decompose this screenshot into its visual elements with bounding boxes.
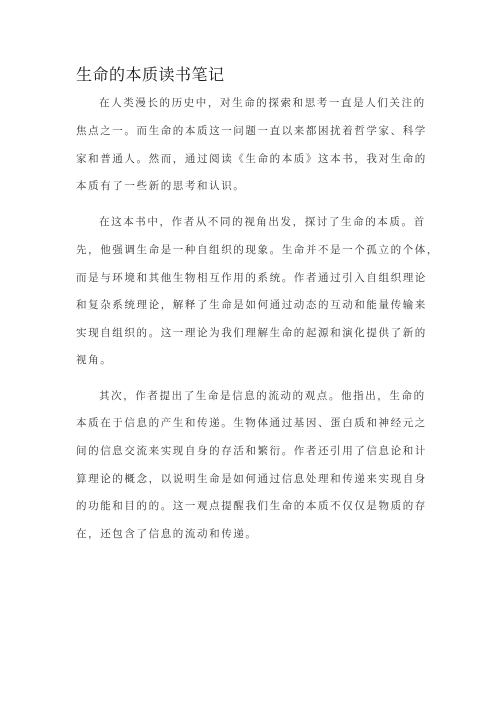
paragraph-2-line-1: 在这本书中，作者从不同的视角出发，探讨了生命的本质。首	[99, 216, 426, 228]
paragraph-2-line-6: 视角。	[76, 354, 113, 366]
paragraph-1-line-1: 在人类漫长的历史中，对生命的探索和思考一直是人们关注的	[99, 97, 426, 109]
paragraph-3-line-5: 的功能和目的的。这一观点提醒我们生命的本质不仅仅是物质的存	[76, 500, 427, 512]
paragraph-2-line-4: 和复杂系统理论，解释了生命是如何通过动态的互动和能量传输来	[76, 299, 427, 311]
paragraph-2-line-3: 而是与环境和其他生物相互作用的系统。作者通过引入自组织理论	[76, 272, 427, 284]
paragraph-3-line-4: 算理论的概念，以说明生命是如何通过信息处理和传递来实现自身	[76, 473, 427, 485]
paragraph-1-line-4: 本质有了一些新的思考和认识。	[76, 180, 246, 192]
paragraph-1-line-2: 焦点之一。而生命的本质这一问题一直以来都困扰着哲学家、科学	[76, 125, 427, 137]
paragraph-3-line-2: 本质在于信息的产生和传递。生物体通过基因、蛋白质和神经元之	[76, 417, 427, 429]
paragraph-1-line-3: 家和普通人。然而，通过阅读《生命的本质》这本书，我对生命的	[76, 153, 427, 165]
paragraph-3-line-1: 其次，作者提出了生命是信息的流动的观点。他指出，生命的	[99, 390, 426, 402]
paragraph-2-line-2: 先，他强调生命是一种自组织的现象。生命并不是一个孤立的个体，	[76, 244, 439, 256]
paragraph-2-line-5: 实现自组织的。这一理论为我们理解生命的起源和演化提供了新的	[76, 327, 427, 339]
paragraph-3-line-3: 间的信息交流来实现自身的存活和繁衍。作者还引用了信息论和计	[76, 445, 427, 457]
document-title: 生命的本质读书笔记	[76, 65, 225, 84]
paragraph-3-line-6: 在，还包含了信息的流动和传递。	[76, 528, 258, 540]
